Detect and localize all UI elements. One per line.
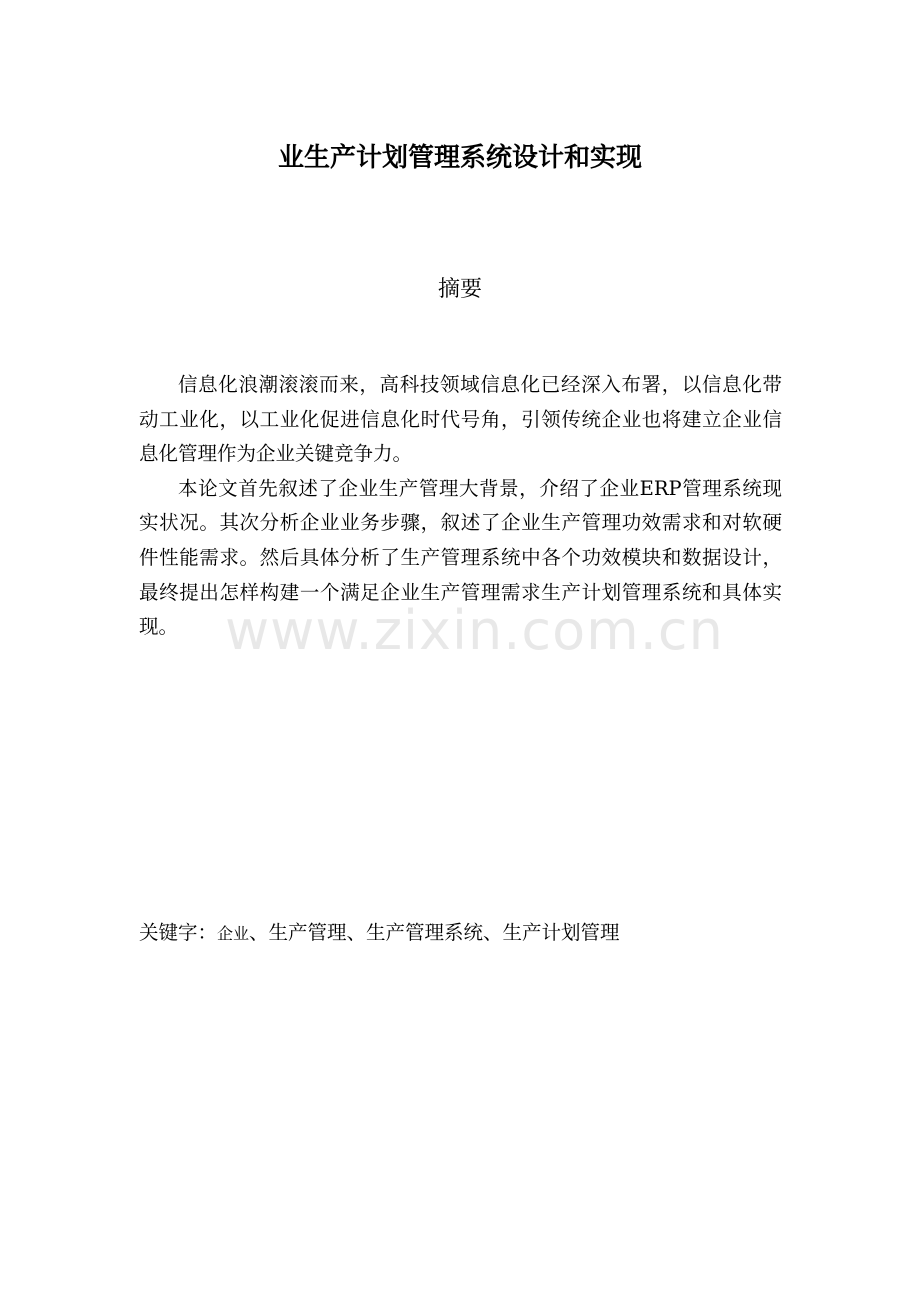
document-title: 业生产计划管理系统设计和实现	[277, 143, 642, 173]
watermark: www.zixin.com.cn	[225, 599, 724, 662]
keywords-list: 、生产管理、生产管理系统、生产计划管理	[249, 921, 620, 944]
keywords-label: 关键字：	[139, 921, 218, 944]
abstract-paragraph-1: 信息化浪潮滚滚而来，高科技领域信息化已经深入布署，以信息化带动工业化，以工业化促进信息化时代号角，引领传统企业也将建立企业信息化管理作为企业关键竞争力。	[139, 373, 782, 466]
keyword-first: 企业	[217, 924, 250, 943]
abstract-heading: 摘要	[437, 277, 482, 302]
keywords-line	[139, 915, 819, 952]
abstract-paragraph-2: 本论文首先叙述了企业生产管理大背景，介绍了企业ERP管理系统现实状况。其次分析企业业务步骤，叙述了企业生产管理功效需求和对软硬件性能需求。然后具体分析了生产管理系统中各个功效模块和数据设计，最终提出怎样构建一个满足企业生产管理需求生产计划管理系统和具体实现。	[139, 476, 782, 639]
abstract-body	[139, 368, 782, 645]
